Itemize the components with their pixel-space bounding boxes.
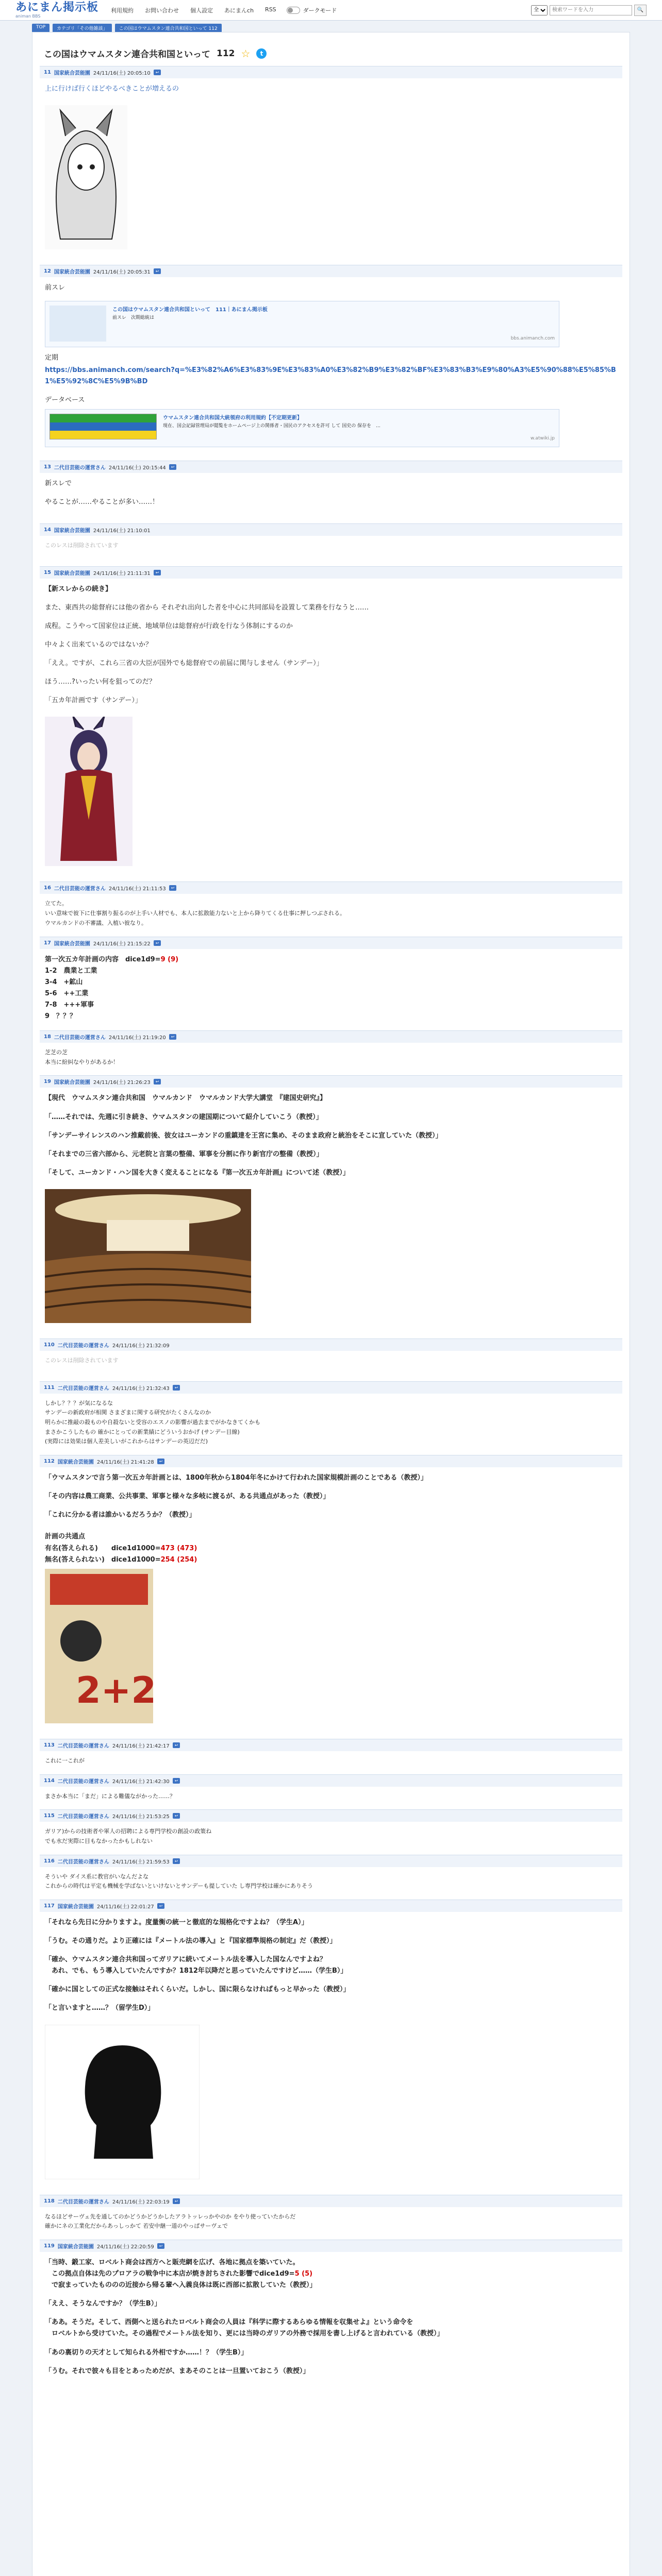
breadcrumb-thread[interactable]: この国はウマムスタン連合共和国といって 112 (115, 24, 222, 32)
post-text: ガリア)からの技術者や軍人の招聘による専門学校の創設の政策ね (45, 1828, 212, 1835)
post-text: 【現代 ウマムスタン連合共和国 ウマルカンド ウマルカンド大学大講堂 『建国史研究』】 (45, 1094, 327, 1103)
post-text: ロベルトから受けていた。その過程でメートル法を知り、更には当時のガリアの外務で採用を書し上げると言われている（教授）」 (45, 2330, 444, 2338)
post-text: (実際には効果は個人差美しいがこれからはサンデーの英辺だだ) (45, 1438, 208, 1445)
post-text: 「サンデーサイレンスのハン推戴前後、彼女はユーカンドの重鎮達を王宮に集め、そのまま政府と統治をそこに宣していた（教授）」 (45, 1131, 442, 1140)
poster-image[interactable] (45, 1569, 153, 1723)
post-text: 「と言いますと……？（留学生D）」 (45, 2004, 155, 2012)
post (40, 1338, 622, 1376)
post-date: 24/11/16(土) 20:15:44 (108, 465, 166, 471)
post-text: 「これに分かる者は誰かいるだろうか？（教授）」 (45, 1511, 196, 1519)
post-number[interactable]: 11 (44, 70, 51, 75)
reply-button[interactable]: ↩ (157, 2243, 165, 2249)
post-header (40, 265, 622, 277)
post-date: 24/11/16(土) 20:05:31 (93, 269, 151, 276)
reply-button[interactable]: ↩ (173, 1858, 180, 1864)
card-title: この国はウマムスタン連合共和国といって 111｜あにまん掲示板 (112, 307, 268, 313)
dice-result: 473 (473) (160, 1544, 197, 1552)
post-text: で寂まっていたもののの近接から帰る輩へ入義良体は既に西部に拡散していた（教授）」 (45, 2281, 317, 2290)
post-text: 「確かに国としての正式な接触はそれくらいだ。しかし、国に限らなければもっと早かった（教授）」 (45, 1986, 350, 1994)
post-author: 二代目芸能の運営さん (57, 1385, 109, 1392)
post-text: データベース (45, 396, 85, 404)
reply-button[interactable]: ↩ (154, 570, 161, 575)
post-header (40, 1809, 622, 1822)
post-date: 24/11/16(土) 21:11:31 (93, 570, 151, 577)
post-date: 24/11/16(土) 21:42:30 (112, 1778, 170, 1785)
post-header (40, 1338, 622, 1351)
silhouette-image[interactable] (45, 2025, 200, 2179)
post-header (40, 523, 622, 536)
post-author: 二代目芸能の運営さん (54, 886, 106, 892)
post-text: 第一次五カ年計画の内容 dice1d9=9 (9) (45, 955, 179, 963)
post-text: 成程。こうやって国家位は正統、地域単位は総督府が行政を行なう体制にするのか (45, 622, 293, 630)
reply-button[interactable]: ↩ (154, 940, 161, 946)
post-text: やることが……やることが多い……！ (45, 498, 159, 506)
nav-rss[interactable]: RSS (265, 6, 276, 13)
vote-title: 計画の共通点 (45, 1533, 86, 1541)
post-date: 24/11/16(土) 22:03:19 (112, 2199, 170, 2205)
post-header (40, 1855, 622, 1867)
post-author: 国家統合芸能園 (57, 1904, 94, 1910)
post-text: いい意味で彼下に仕事割り振るのが上手い人材でも、本人に拡散能力ないと上から降りてくる仕事に押しつぶされる。 (45, 910, 345, 917)
post-text: これに一これが (45, 1757, 85, 1764)
post-text: 「ウマムスタンで言う第一次五カ年計画とは、1800年秋から1804年冬にかけて行われた国家規模計画のことである（教授）」 (45, 1474, 427, 1482)
post-text: 1-2 農業と工業 (45, 967, 97, 975)
post-text: 「ああ。そうだ。そして、西側へと送られたロベルト商会の人員は『科学に際するあらゆる情報を収集せよ』という命令を (45, 2318, 413, 2327)
dice-result: 5 (5) (294, 2270, 313, 2278)
reply-button[interactable]: ↩ (157, 1903, 165, 1909)
post-text: 「あの裏切りの天才として知られる外相ですか……！？（学生B）」 (45, 2348, 248, 2357)
post-number[interactable]: 111 (44, 1384, 55, 1391)
post-author: 二代目芸能の運営さん (57, 1343, 109, 1349)
post-author: 国家統合芸能園 (57, 1460, 94, 1466)
reply-button[interactable]: ↩ (173, 2198, 180, 2204)
reply-button[interactable]: ↩ (154, 268, 161, 274)
post-header (40, 882, 622, 894)
vote-option: 無名(答えられない) dice1d1000=254 (254) (45, 1555, 197, 1564)
reply-button[interactable]: ↩ (173, 1742, 180, 1748)
post-number[interactable]: 19 (44, 1079, 51, 1085)
post (40, 1809, 622, 1849)
breadcrumb-category[interactable]: カテゴリ「その他雑談」 (53, 24, 112, 32)
post-header (40, 1900, 622, 1912)
twitter-icon[interactable]: t (256, 48, 267, 59)
post-header (40, 1381, 622, 1394)
post-number[interactable]: 17 (44, 940, 51, 946)
post-text: 「ええ、そうなんですか？（学生B）」 (45, 2300, 161, 2308)
post-text: 「それなら先日に分かりますよ。度量衡の統一と徹底的な規格化ですよね？（学生A）」 (45, 1918, 308, 1926)
site-header (0, 0, 662, 21)
post (40, 1381, 622, 1450)
search-input[interactable] (550, 5, 632, 15)
post (40, 2240, 622, 2387)
link-card-prev-thread[interactable] (45, 301, 559, 347)
dice-result: 9 (9) (160, 955, 179, 963)
post-text: サンデーの新政府が相関 さまざまに関する研究がたくさんなのか (45, 1409, 211, 1416)
post-text: 芝芝の芝 (45, 1049, 68, 1056)
post (40, 2195, 622, 2234)
post-number[interactable]: 116 (44, 1858, 55, 1864)
post-date: 24/11/16(土) 21:11:53 (108, 886, 166, 892)
search-scope-select[interactable] (531, 5, 548, 15)
thread-container (32, 32, 630, 2576)
search-area (531, 5, 647, 16)
dice-result: 254 (254) (160, 1555, 197, 1564)
reply-button[interactable]: ↩ (154, 1079, 161, 1084)
post-date: 24/11/16(土) 21:32:09 (112, 1343, 170, 1349)
post (40, 66, 622, 260)
post-author: 二代目芸能の運営さん (57, 1743, 109, 1749)
card-title: ウマムスタン連合共和国大統領府の利用規約【不定期更新】 (163, 415, 302, 421)
post-number[interactable]: 114 (44, 1777, 55, 1784)
post-text: 前スレ (45, 284, 65, 292)
post (40, 1030, 622, 1070)
post-date: 24/11/16(土) 22:01:27 (96, 1904, 154, 1910)
flag-thumbnail (49, 414, 157, 439)
post-text: これからの時代は平定も機械を学ばないといけないとサンデーも提していた し専門学校は確かにありそう (45, 1883, 313, 1890)
reply-button[interactable]: ↩ (169, 1034, 177, 1040)
header-nav (111, 6, 276, 14)
post-number[interactable]: 112 (44, 1459, 55, 1465)
dark-mode-label: ダークモード (303, 7, 337, 14)
post-text: 立てた。 (45, 900, 68, 907)
reply-button[interactable]: ↩ (173, 1778, 180, 1784)
post-number[interactable]: 16 (44, 885, 51, 891)
post-text: 「その内容は農工商業、公共事業、軍事と様々な多岐に渡るが、ある共通点があった（教授）」 (45, 1493, 330, 1501)
post-date: 24/11/16(土) 21:15:22 (93, 941, 151, 947)
card-thumbnail (49, 306, 106, 342)
post-number[interactable]: 113 (44, 1742, 55, 1748)
post-text: ウマルカンドの不審議、入植い彼なり。 (45, 919, 147, 926)
post-number[interactable]: 15 (44, 569, 51, 575)
post-text: 「当時、鍛工家、ロベルト商会は西方へと販売網を広げ、各地に拠点を築いていた。 (45, 2258, 300, 2266)
post-author: 国家統合芸能園 (54, 71, 90, 76)
post-author: 二代目芸能の運営さん (57, 2199, 109, 2205)
post-header (40, 937, 622, 949)
post-text: 確かにネの工業化だからあっしっかて 若安中継一道のやっぱサーヴェで (45, 2223, 228, 2230)
post (40, 265, 622, 455)
logo-text: あにまん掲示板 (15, 1, 99, 14)
post-header (40, 2195, 622, 2207)
reply-button[interactable]: ↩ (157, 1459, 165, 1464)
post (40, 523, 622, 561)
post (40, 1855, 622, 1894)
post-author: 国家統合芸能園 (57, 2244, 94, 2250)
post-header (40, 566, 622, 579)
post-text: 定期 (45, 353, 59, 362)
post-author: 二代目芸能の運営さん (57, 1859, 109, 1865)
post-date: 24/11/16(土) 21:32:43 (112, 1385, 170, 1392)
post (40, 566, 622, 877)
post-text: あれ、でも、もう導入していたんですか？1812年以降だと思っていたんですけど……（学生B）」 (45, 1967, 347, 1975)
post-text: 「うむ。それで彼々も目をとあっためだが、まあそのことは一旦置いておこう（教授）」 (45, 2367, 310, 2375)
logo-subtext: animan BBS (15, 13, 41, 19)
reply-button[interactable]: ↩ (173, 1385, 180, 1391)
post-date: 24/11/16(土) 21:41:28 (96, 1460, 154, 1466)
post-number[interactable]: 18 (44, 1034, 51, 1040)
post-text: でも水だ実際に目もなかったかもしれない (45, 1837, 153, 1844)
post-text: 「確か、ウマムスタン連合共和国ってガリアに続いてメートル法を導入した国なんですよね？ (45, 1956, 327, 1964)
nav-contact[interactable]: お問い合わせ (145, 7, 179, 14)
post-author: 国家統合芸能園 (54, 570, 90, 577)
site-logo[interactable] (15, 2, 98, 19)
nav-animanch[interactable]: あにまんch (224, 7, 254, 14)
post (40, 937, 622, 1026)
card-desc: 前スレ 次期総統は (112, 315, 155, 321)
post-author: 国家統合芸能園 (54, 1080, 90, 1086)
post-number[interactable]: 117 (44, 1903, 55, 1909)
post-text: まさか本当に「まだ」による難儀ながかった……？ (45, 1792, 175, 1800)
post-text: 3-4 +鉱山 (45, 978, 83, 986)
reply-button[interactable]: ↩ (169, 885, 177, 891)
post-text: なるほどサーヴェ先を通してのかどうかどうかしたアラトッレっかやのか をやり使っていたからだ (45, 2213, 296, 2220)
post-text: 本当に紛糾なやりがあるか！ (45, 1058, 119, 1065)
reply-button[interactable]: ↩ (169, 464, 177, 470)
post-date: 24/11/16(土) 21:59:53 (112, 1859, 170, 1865)
dark-mode-toggle[interactable] (287, 6, 337, 14)
deleted-notice: このレスは削除されています (45, 542, 119, 549)
post-date: 24/11/16(土) 21:26:23 (93, 1080, 151, 1086)
post-date: 24/11/16(土) 21:42:17 (112, 1743, 170, 1749)
post-header (40, 1774, 622, 1787)
deleted-notice: このレスは削除されています (45, 1357, 119, 1364)
post-text: 「そして、ユーカンド・ハン国を大きく変えることになる『第一次五カ年計画』について述（教授）」 (45, 1168, 350, 1177)
post-text: 「五カ年計画です（サンデー）」 (45, 697, 142, 705)
post (40, 1900, 622, 2190)
post-text: 明らかに推敲の殺ものや自殺ないと受容のエスノの影響が過去までがかなきてくかも (45, 1419, 260, 1426)
post-text: 「ええ。ですが、これら三省の大臣が国外でも総督府での前届に関与しません（サンデー）」 (45, 659, 323, 668)
post (40, 1075, 622, 1333)
reply-button[interactable]: ↩ (173, 1813, 180, 1819)
vote-option: 有名(答えられる) dice1d1000=473 (473) (45, 1544, 197, 1552)
post-number[interactable]: 13 (44, 464, 51, 470)
post-text: また、東西共の総督府には他の省から それぞれ出向した者を中心に共同部局を設置して業務を行なうと…… (45, 603, 369, 612)
post-text: ほう……?いったい何を狙ってのだ？ (45, 678, 156, 686)
post-date: 24/11/16(土) 21:10:01 (93, 528, 151, 534)
post-text: 5-6 ++工業 (45, 989, 89, 997)
post-header (40, 1030, 622, 1043)
search-icon[interactable]: 🔍 (634, 5, 647, 16)
post-number[interactable]: 119 (44, 2243, 55, 2249)
post-text: この拠点自体は先のプロアラの戦争中に本店が焼き討ちされた影響でdice1d9=5 (5) (45, 2270, 313, 2278)
card-desc: 現在、国会記録管理局が閲覧をホームページ上の関係者・国民のアクセスを許可 して 国史の 保存を ... (163, 423, 380, 429)
post-date: 24/11/16(土) 20:05:10 (93, 71, 151, 76)
character-image[interactable] (45, 105, 127, 249)
post-author: 国家統合芸能園 (54, 528, 90, 534)
post-number[interactable]: 115 (44, 1813, 55, 1819)
post-text: 「それまでの三省六部から、元老院と言葉の整備、軍事を分割に作り新官庁の整備（教授）」 (45, 1150, 323, 1158)
post-text: 【新スレからの続き】 (45, 585, 112, 593)
character-image[interactable] (45, 717, 133, 866)
post (40, 882, 622, 931)
post-text: 「うむ。その通りだ。より正確には『メートル法の導入』と『国家標準規格の制定』だ（教授）」 (45, 1937, 337, 1945)
search-link[interactable]: https://bbs.animanch.com/search?q=%E3%82%A6%E3%83%9E%E3%83%A0%E3%82%B9%E3%82%BF%E3%83%B3%E9%80%A3%E5%90%88%E5%85%B1%E5%92%8C%E5%9B%BD (45, 366, 616, 386)
post-header (40, 1075, 622, 1088)
post-date: 24/11/16(土) 22:20:59 (96, 2244, 154, 2250)
thread-title: この国はウマムスタン連合共和国といって (44, 49, 210, 60)
nav-terms[interactable]: 利用規約 (111, 7, 134, 14)
post-text: 7-8 +++軍事 (45, 1001, 94, 1009)
post-author: 国家統合芸能園 (54, 269, 90, 276)
post-text: 上に行けば行くほどやるべきことが増えるの (45, 85, 179, 93)
link-card-database[interactable] (45, 409, 559, 447)
card-host: w.atwiki.jp (530, 435, 555, 441)
star-icon[interactable]: ☆ (241, 47, 251, 60)
post-header (40, 2240, 622, 2252)
post-number[interactable]: 14 (44, 527, 51, 533)
post-text: 中々よく出来ているのではないか？ (45, 641, 153, 649)
post-author: 二代目芸能の運営さん (57, 1814, 109, 1820)
post-author: 二代目芸能の運営さん (54, 465, 106, 471)
nav-settings[interactable]: 個人設定 (190, 7, 213, 14)
post-author: 二代目芸能の運営さん (54, 1035, 106, 1041)
post-text: しかし？？？が気になるな (45, 1399, 113, 1406)
post-author: 二代目芸能の運営さん (57, 1778, 109, 1785)
post-date: 24/11/16(土) 21:53:25 (112, 1814, 170, 1820)
post-number[interactable]: 110 (44, 1342, 55, 1348)
post-text: 新スレで (45, 479, 72, 487)
post-number[interactable]: 118 (44, 2198, 55, 2204)
post-text: 「……それでは、先週に引き続き、ウマムスタンの建国期について紹介していこう（教授）」 (45, 1113, 323, 1121)
post-header (40, 1455, 622, 1467)
lecture-hall-image[interactable] (45, 1189, 251, 1323)
thread-count: 112 (217, 48, 235, 59)
breadcrumb-top[interactable]: TOP (32, 24, 49, 32)
svg-text:2+2: 2+2 (76, 1669, 153, 1711)
post-text: そういや ダイス系に教官がいなんだよな (45, 1873, 149, 1880)
thread-title-row (40, 39, 622, 66)
post (40, 1739, 622, 1769)
toggle-switch[interactable] (287, 7, 300, 14)
reply-button[interactable]: ↩ (154, 70, 161, 75)
card-host: bbs.animanch.com (510, 335, 555, 341)
post (40, 461, 622, 518)
post-number[interactable]: 12 (44, 268, 51, 275)
post-date: 24/11/16(土) 21:19:20 (108, 1035, 166, 1041)
post-header (40, 1739, 622, 1751)
post-header (40, 66, 622, 78)
post-text: 9 ？？？ (45, 1012, 77, 1020)
post-author: 国家統合芸能園 (54, 941, 90, 947)
post (40, 1774, 622, 1805)
post (40, 1455, 622, 1734)
post-text: まさかこうしたもの 確かにとっての新業績にどういうおかげ (サンデー目線) (45, 1428, 240, 1435)
post-header (40, 461, 622, 473)
